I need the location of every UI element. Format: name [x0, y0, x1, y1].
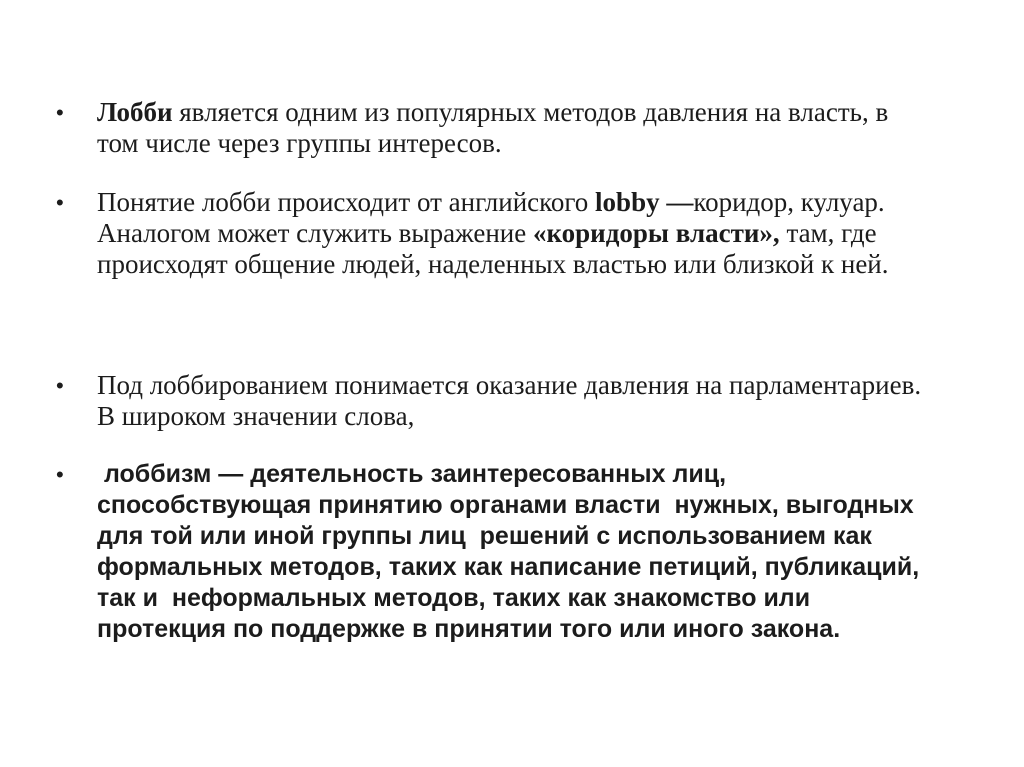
paragraph-text: Понятие лобби происходит от английского — [97, 187, 596, 217]
lead-term: Лобби — [97, 97, 173, 127]
bullet-text — [97, 187, 927, 280]
bullet-icon: • — [56, 190, 64, 215]
bullet-icon: • — [56, 462, 64, 487]
bullet-icon: • — [56, 373, 64, 398]
bullet-text: лоббизм — деятельность заинтересованных лиц, способствующая принятию органами власти нужных, выгодных для той или иной группы лиц решений с использованием как формальных методов, таких как написание петиций, публикаций, так и неформальных методов, таких как знакомство или протекция по поддержке в принятии того или иного закона. — [97, 460, 928, 643]
bullet-icon: • — [56, 100, 64, 125]
paragraph-text: коридор, кулуар. Аналогом может служить выражение — [97, 187, 885, 248]
english-term: lobby — — [595, 187, 694, 217]
paragraph-text: там, где происходят общение людей, наделенных властью или близкой к ней. — [97, 218, 889, 279]
bullet-text — [97, 97, 927, 159]
quoted-expression: «коридоры власти», — [532, 218, 780, 248]
bullet-text: Под лоббированием понимается оказание давления на парламентариев. В широком значении слова, — [97, 370, 922, 431]
paragraph-text: является одним из популярных методов давления на власть, в том числе через группы интересов. — [97, 97, 889, 158]
